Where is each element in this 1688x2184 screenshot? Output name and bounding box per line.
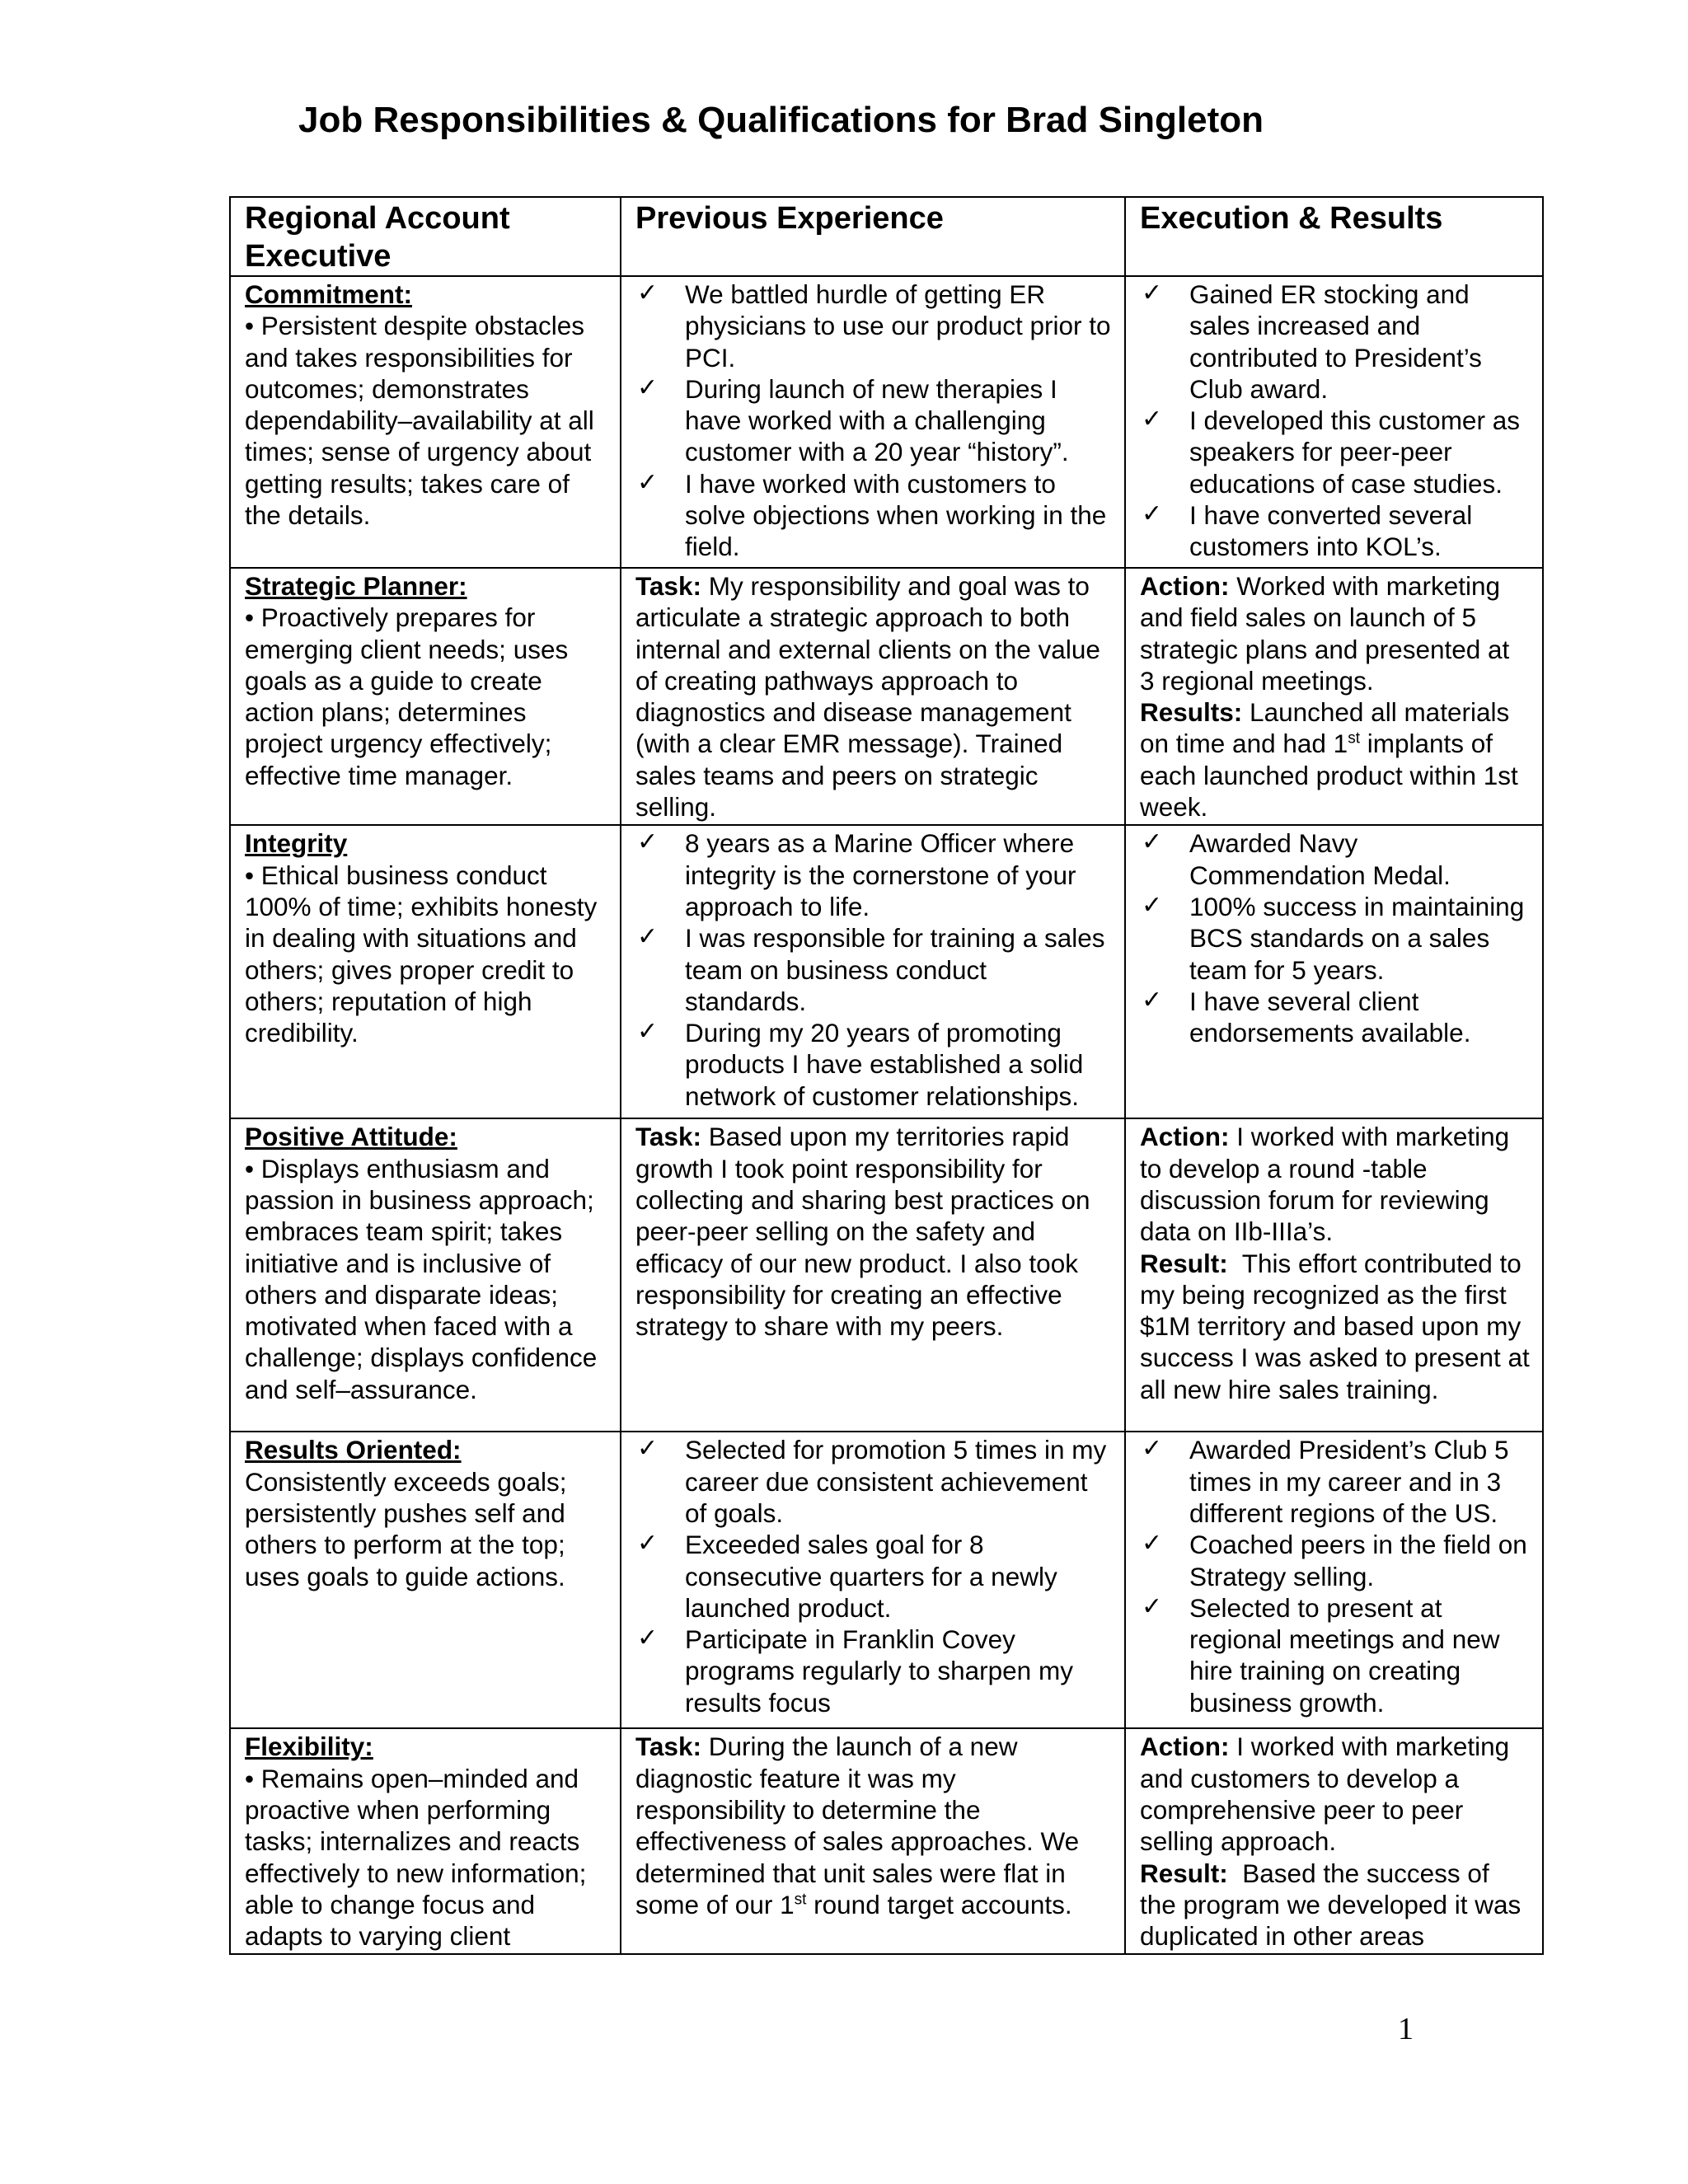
list-item: ✓ Exceeded sales goal for 8 consecutive quarters for a newly launched product.: [637, 1529, 1057, 1623]
task-label: Task:: [635, 1122, 701, 1152]
competency-heading: Results Oriented:: [245, 1435, 462, 1465]
experience-cell: [621, 276, 1125, 568]
table-row-positive-attitude: [230, 1118, 1543, 1432]
task-label: Task:: [635, 1732, 701, 1762]
results-list: [1140, 279, 1531, 563]
experience-cell: [621, 1728, 1125, 1954]
checkmark-icon: ✓: [637, 922, 659, 952]
list-item: ✓ We battled hurdle of getting ER physicians to use our product prior to PCI.: [637, 279, 1111, 373]
action-label: Action:: [1140, 571, 1230, 601]
table-row-flexibility: [230, 1728, 1543, 1954]
experience-cell: [621, 1118, 1125, 1432]
list-item: ✓ 100% success in maintaining BCS standards on a sales team for 5 years.: [1142, 890, 1525, 985]
checkmark-icon: ✓: [1142, 1434, 1163, 1464]
list-item: ✓ During my 20 years of promoting products I have established a solid network of customer relationships.: [637, 1017, 1084, 1111]
column-header-role: Regional Account Executive: [230, 197, 621, 276]
results-cell: [1125, 1432, 1543, 1728]
competency-description: • Proactively prepares for emerging client needs; uses goals as a guide to create action plans; determines project urgency effectively; effective time manager.: [245, 602, 569, 790]
action-label: Action:: [1140, 1732, 1230, 1762]
experience-cell: [621, 1432, 1125, 1728]
list-item: ✓ I developed this customer as speakers for peer-peer educations of case studies.: [1142, 405, 1520, 499]
checkmark-icon: ✓: [637, 1529, 659, 1558]
list-item: ✓ During launch of new therapies I have worked with a challenging customer with a 20 year “history”.: [637, 373, 1069, 467]
results-list: [1140, 827, 1531, 1048]
result-label: Results:: [1140, 697, 1243, 728]
list-item: ✓ I have several client endorsements available.: [1142, 985, 1471, 1048]
list-item: ✓ Coached peers in the field on Strategy selling.: [1142, 1529, 1527, 1591]
table-header-row: [230, 197, 1543, 276]
list-item: ✓ Participate in Franklin Covey programs regularly to sharpen my results focus: [637, 1624, 1073, 1718]
task-text: My responsibility and goal was to articulate a strategic approach to both internal and external clients on the value of creating pathways approach to diagnostics and disease management (with a clear EMR message). Trained sales teams and peers on strategic selling.: [635, 571, 1100, 823]
competency-heading: Commitment:: [245, 279, 412, 309]
experience-cell: [621, 825, 1125, 1118]
table-row-commitment: [230, 276, 1543, 568]
competency-description: • Persistent despite obstacles and takes responsibilities for outcomes; demonstrates dependability–availability at all times; sense of urgency about getting results; takes care of the details.: [245, 311, 594, 531]
column-header-results: Execution & Results: [1125, 197, 1543, 276]
competency-description: • Ethical business conduct 100% of time; exhibits honesty in dealing with situations and others; gives proper credit to others; reputation of high credibility.: [245, 860, 598, 1048]
result-label: Result:: [1140, 1248, 1228, 1278]
result-label: Result:: [1140, 1858, 1228, 1888]
checkmark-icon: ✓: [637, 827, 659, 857]
checkmark-icon: ✓: [637, 467, 659, 497]
table-row-strategic-planner: [230, 568, 1543, 825]
competency-heading: Positive Attitude:: [245, 1122, 457, 1152]
ordinal-suffix: st: [1348, 729, 1360, 748]
results-list: [1140, 1434, 1531, 1718]
column-header-experience: Previous Experience: [621, 197, 1125, 276]
experience-list: [635, 279, 1113, 563]
list-item: ✓ Awarded President’s Club 5 times in my career and in 3 different regions of the US.: [1142, 1434, 1509, 1528]
checkmark-icon: ✓: [1142, 890, 1163, 920]
experience-list: [635, 1434, 1113, 1718]
table-row-integrity: [230, 825, 1543, 1118]
results-cell: [1125, 568, 1543, 825]
results-cell: [1125, 1728, 1543, 1954]
checkmark-icon: ✓: [1142, 1591, 1163, 1621]
task-text: During the launch of a new diagnostic feature it was my responsibility to determine the effectiveness of sales approaches. We determined that unit sales were flat in some of our 1: [635, 1732, 1080, 1919]
competency-cell: [230, 825, 621, 1118]
results-cell: [1125, 825, 1543, 1118]
checkmark-icon: ✓: [637, 1017, 659, 1047]
list-item: ✓ Selected for promotion 5 times in my career due consistent achievement of goals.: [637, 1434, 1107, 1528]
action-text: I worked with marketing and customers to develop a comprehensive peer to peer selling approach.: [1140, 1732, 1510, 1857]
competency-heading: Integrity: [245, 828, 348, 859]
list-item: ✓ Awarded Navy Commendation Medal.: [1142, 827, 1451, 890]
competency-cell: [230, 276, 621, 568]
list-item: ✓ Selected to present at regional meetings and new hire training on creating business growth.: [1142, 1591, 1500, 1718]
list-item: ✓ Gained ER stocking and sales increased and contributed to President’s Club award.: [1142, 279, 1482, 404]
qualifications-table: [229, 196, 1544, 1955]
checkmark-icon: ✓: [637, 279, 659, 307]
checkmark-icon: ✓: [637, 1624, 659, 1653]
competency-cell: [230, 568, 621, 825]
task-text-continued: round target accounts.: [814, 1889, 1072, 1919]
action-text: I worked with marketing to develop a round -table discussion forum for reviewing data on IIb-IIIa’s.: [1140, 1122, 1510, 1247]
result-text: Launched all materials on time and had 1: [1140, 697, 1510, 759]
checkmark-icon: ✓: [1142, 1529, 1163, 1558]
experience-list: [635, 827, 1113, 1112]
competency-heading: Flexibility:: [245, 1732, 373, 1762]
table-row-results-oriented: [230, 1432, 1543, 1728]
competency-description: Consistently exceeds goals; persistently pushes self and others to perform at the top; uses goals to guide actions.: [245, 1466, 567, 1591]
competency-heading: Strategic Planner:: [245, 571, 467, 601]
checkmark-icon: ✓: [1142, 827, 1163, 857]
page-number: 1: [1398, 2012, 1414, 2046]
competency-cell: [230, 1432, 621, 1728]
checkmark-icon: ✓: [637, 1434, 659, 1464]
task-label: Task:: [635, 571, 701, 601]
list-item: ✓ I was responsible for training a sales team on business conduct standards.: [637, 922, 1105, 1016]
competency-description: • Displays enthusiasm and passion in business approach; embraces team spirit; takes initiative and is inclusive of others and disparate ideas; motivated when faced with a challenge; displays confidence and self–assurance.: [245, 1153, 598, 1404]
results-cell: [1125, 276, 1543, 568]
results-cell: [1125, 1118, 1543, 1432]
result-text: Based the success of the program we developed it was duplicated in other areas: [1140, 1858, 1522, 1952]
competency-description: • Remains open–minded and proactive when performing tasks; internalizes and reacts effectively to new information; able to change focus and adapts to varying client: [245, 1763, 587, 1952]
competency-cell: [230, 1728, 621, 1954]
checkmark-icon: ✓: [1142, 985, 1163, 1015]
checkmark-icon: ✓: [1142, 279, 1163, 307]
action-text: Worked with marketing and field sales on launch of 5 strategic plans and presented at 3 regional meetings.: [1140, 571, 1510, 696]
checkmark-icon: ✓: [637, 373, 659, 402]
checkmark-icon: ✓: [1142, 405, 1163, 434]
task-text: Based upon my territories rapid growth I took point responsibility for collecting and sharing best practices on peer-peer selling on the safety and efficacy of our new product. I also took responsibility for creating an effective strategy to share with my peers.: [635, 1122, 1090, 1342]
list-item: ✓ I have worked with customers to solve objections when working in the field.: [637, 467, 1107, 562]
ordinal-suffix: st: [794, 1891, 807, 1909]
checkmark-icon: ✓: [1142, 499, 1163, 529]
experience-cell: [621, 568, 1125, 825]
page-title: Job Responsibilities & Qualifications for Brad Singleton: [298, 100, 1264, 140]
list-item: ✓ I have converted several customers into KOL’s.: [1142, 499, 1473, 562]
result-text-continued: implants of each launched product within 1st week.: [1140, 729, 1518, 823]
list-item: ✓ 8 years as a Marine Officer where integrity is the cornerstone of your approach to life.: [637, 827, 1076, 921]
result-text: This effort contributed to my being recognized as the first $1M territory and based upon my success I was asked to present at all new hire sales training.: [1140, 1248, 1530, 1404]
action-label: Action:: [1140, 1122, 1230, 1152]
competency-cell: [230, 1118, 621, 1432]
